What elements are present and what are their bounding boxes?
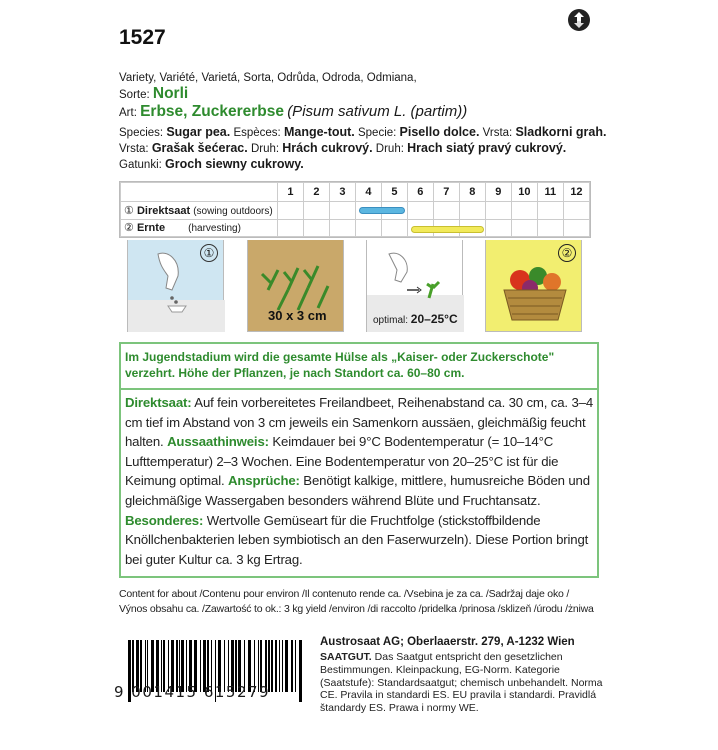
especes-value: Mange-tout. <box>283 125 355 139</box>
legal-body: Das Saatgut entspricht den gesetzlichen Bestimmungen. Kleinpackung, EG-Norm. Kategorie (Saatstufe): Standardsaatgut; chemisch unbehandelt. Norma CE. Pravila in standardi ES. EU pravila i standardi. Pravidlá štandardy ES. Prawa i normy WE. <box>320 651 603 715</box>
aussaathinweis-text: Keimdauer bei 9°C Bodentemperatur (= 10–14°C Lufttemperatur) 2–3 Wochen. Eine Bodentemperatur von 20–25°C ist für die Keimung optimal. <box>125 434 559 489</box>
content-yield <box>119 587 594 616</box>
sowing-calendar <box>119 181 591 238</box>
legal-text <box>320 651 610 715</box>
row-number: ② <box>124 222 134 235</box>
row-number: ① <box>124 204 134 217</box>
harvest-period-bar <box>411 226 484 233</box>
intro-text: Im Jugendstadium wird die gesamte Hülse als „Kaiser- oder Zuckerschote" verzehrt. Höhe der Pflanzen, je nach Standort ca. 60–80 cm. <box>121 344 597 390</box>
saatgut-label: SAATGUT. <box>320 651 372 663</box>
sorte-label: Sorte: <box>119 89 150 101</box>
druh-cz-value: Hrách cukrový. <box>282 141 373 155</box>
vrsta-hr-label: Vrsta: <box>119 143 149 155</box>
cultivation-text <box>121 390 597 572</box>
druh-sk-value: Hrach siatý pravý cukrový. <box>407 141 567 155</box>
month-10: 10 <box>511 183 537 202</box>
vrsta-hr-value: Grašak šećerac. <box>151 141 248 155</box>
sowing-period-bar <box>359 207 406 214</box>
species-value: Sugar pea. <box>166 125 231 139</box>
art-label: Art: <box>119 107 137 119</box>
specie-label: Specie: <box>357 127 397 139</box>
calendar-row-direktsaat <box>121 202 278 220</box>
aussaathinweis-heading: Aussaathinweis: <box>167 434 269 450</box>
species-label: Species: <box>119 127 164 139</box>
optimal-label: optimal: <box>373 315 409 326</box>
month-5: 5 <box>381 183 407 202</box>
description-box <box>119 342 599 578</box>
product-code: 1527 <box>119 26 166 49</box>
month-7: 7 <box>433 183 459 202</box>
temperature-value: 20–25°C <box>410 312 458 326</box>
sowing-illustration <box>127 240 224 332</box>
ansprueche-heading: Ansprüche: <box>228 473 300 489</box>
art-row <box>119 104 467 121</box>
step-1-badge: ① <box>200 244 218 262</box>
sorte-row <box>119 86 188 103</box>
temperature-row <box>373 312 458 326</box>
sorte-value: Norli <box>152 85 189 102</box>
besonderes-heading: Besonderes: <box>125 512 204 528</box>
month-12: 12 <box>563 183 589 202</box>
recycle-icon <box>567 8 591 32</box>
calendar-corner <box>121 183 278 202</box>
row-desc: (harvesting) <box>188 223 241 235</box>
vrsta-row <box>119 140 566 157</box>
art-latin: (Pisum sativum L. (partim)) <box>287 103 468 120</box>
content-line-1: Content for about /Contenu pour environ /Il contenuto rende ca. /Vsebina je za ca. /Sadržaj daje oko / <box>119 588 570 600</box>
month-3: 3 <box>329 183 355 202</box>
art-value: Erbse, Zuckererbse <box>140 103 284 120</box>
spacing-label: 30 x 3 cm <box>268 308 327 323</box>
month-8: 8 <box>459 183 485 202</box>
besonderes-text: Wertvolle Gemüseart für die Fruchtfolge (stickstoffbildende Knöllchenbakterien leben symbiotisch an den Faserwurzeln). Diese Portion bringt bei guter Kultur ca. 3 kg Ertrag. <box>125 512 589 567</box>
gatunki-row <box>119 156 304 173</box>
vrsta-label: Vrsta: <box>482 127 513 139</box>
harvest-illustration <box>485 240 582 332</box>
species-row <box>119 124 606 141</box>
especes-label: Espèces: <box>233 127 281 139</box>
company-address: Austrosaat AG; Oberlaaerstr. 279, A-1232 Wien <box>320 636 575 648</box>
barcode-digits: 9 001415 615279 <box>114 683 271 701</box>
month-4: 4 <box>355 183 381 202</box>
vrsta-value: Sladkorni grah. <box>515 125 607 139</box>
variety-line: Variety, Variété, Varietá, Sorta, Odrůda, Odroda, Odmiana, <box>119 72 417 84</box>
month-1: 1 <box>277 183 303 202</box>
step-2-badge: ② <box>558 244 576 262</box>
spacing-illustration <box>247 240 344 332</box>
ansprueche-text: Benötigt kalkige, mittlere, humusreiche Böden und gleichmäßige Wassergaben besonders während Blüte und Fruchtansatz. <box>125 473 590 508</box>
row-desc: (sowing outdoors) <box>193 205 273 217</box>
content-line-2: Výnos obsahu ca. /Zawartość to ok.: 3 kg yield /environ /di raccolto /pridelka /prinosa /sklizeň /úrodu /żniwa <box>119 602 594 615</box>
druh-cz-label: Druh: <box>250 143 280 155</box>
month-9: 9 <box>485 183 511 202</box>
gatunki-label: Gatunki: <box>119 159 162 171</box>
calendar-row-ernte <box>121 219 278 237</box>
month-11: 11 <box>537 183 563 202</box>
germination-illustration <box>366 240 463 332</box>
gatunki-value: Groch siewny cukrowy. <box>165 157 304 171</box>
direktsaat-text: Auf fein vorbereitetes Freilandbeet, Reihenabstand ca. 30 cm, ca. 3–4 cm tief im Abstand von 3 cm jeweils ein Samenkorn aussäen, gleichmäßig feucht halten. <box>125 395 594 450</box>
month-6: 6 <box>407 183 433 202</box>
specie-value: Pisello dolce. <box>399 125 480 139</box>
row-name: Direktsaat <box>136 204 191 217</box>
row-name: Ernte <box>136 222 166 235</box>
month-2: 2 <box>303 183 329 202</box>
direktsaat-heading: Direktsaat: <box>125 395 192 410</box>
druh-sk-label: Druh: <box>375 143 404 155</box>
